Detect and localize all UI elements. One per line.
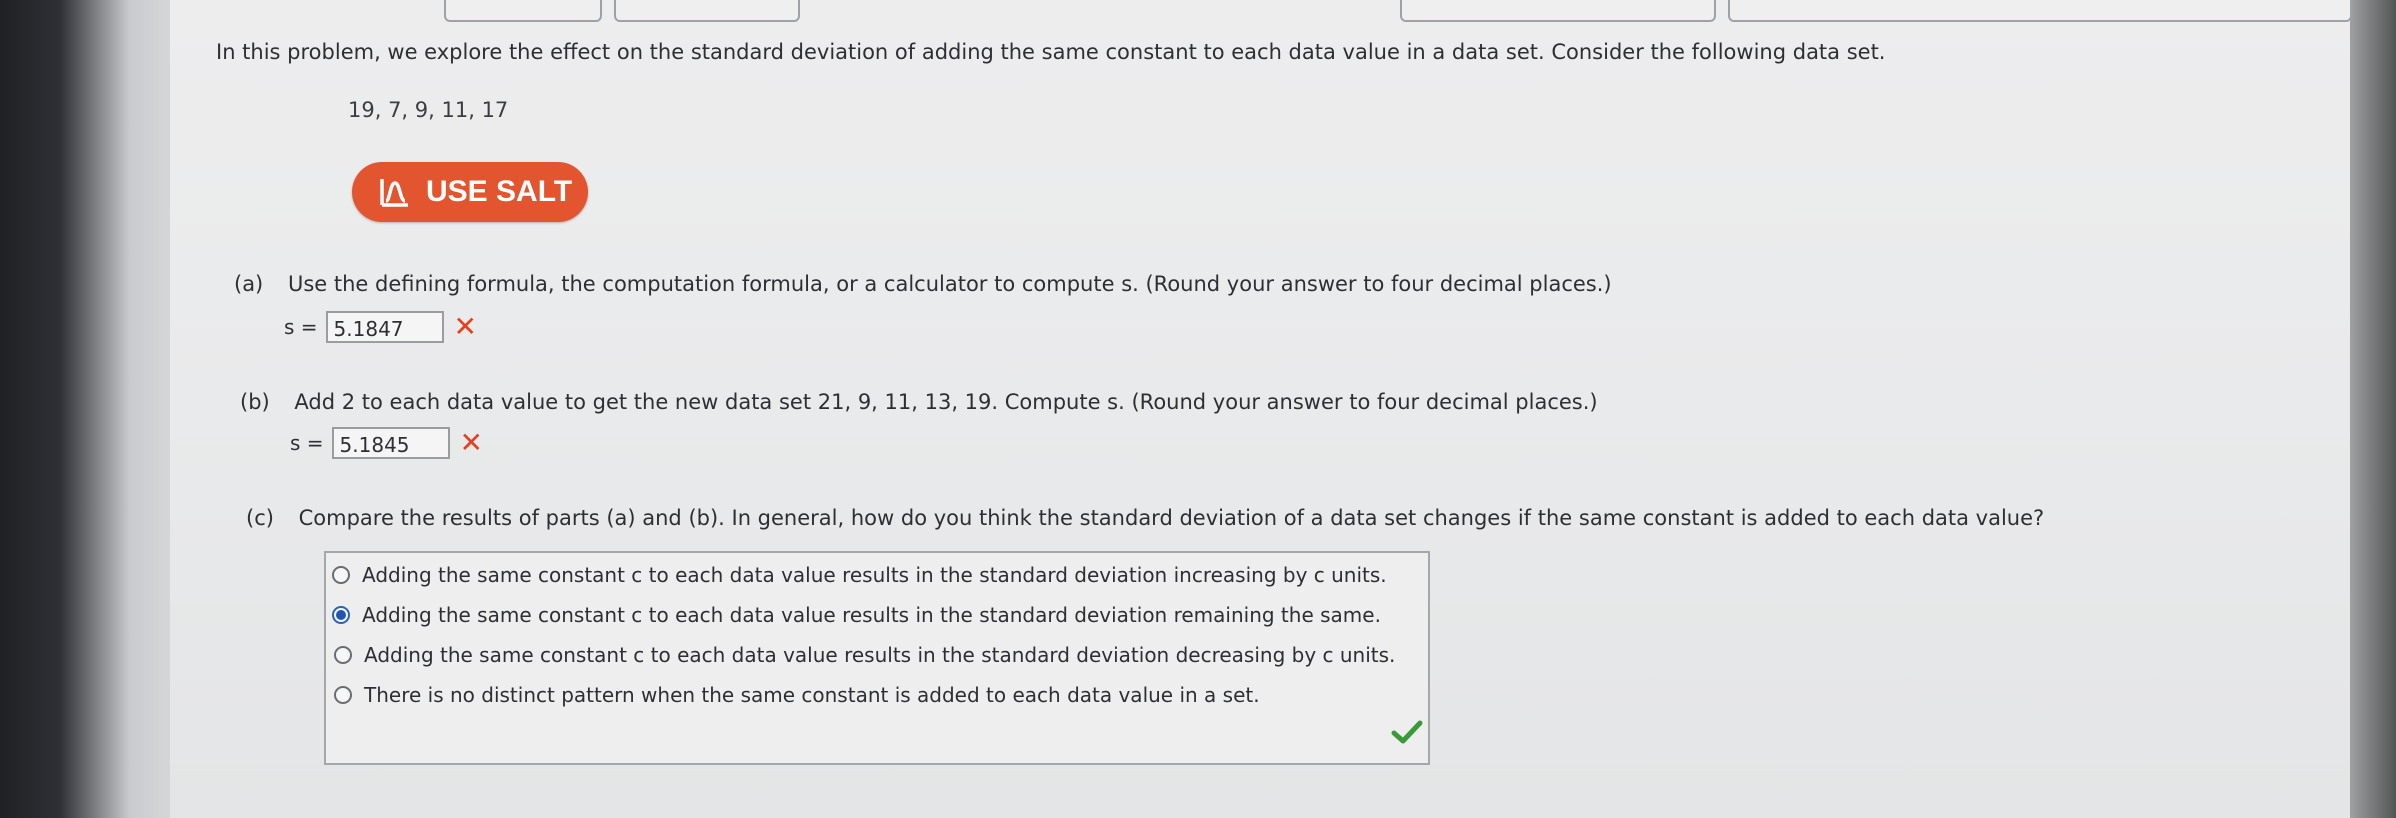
choice-4-label: There is no distinct pattern when the same constant is added to each data value in a set. xyxy=(364,683,1260,707)
part-b-answer-row xyxy=(290,426,483,459)
part-a-var: s = xyxy=(284,314,318,339)
choice-1[interactable] xyxy=(326,563,1387,587)
choice-3[interactable] xyxy=(326,643,1395,667)
top-tab-1[interactable] xyxy=(444,0,602,22)
salt-chart-icon xyxy=(378,175,412,209)
part-b-text: Add 2 to each data value to get the new data set 21, 9, 11, 13, 19. Compute s. (Round your answer to four decimal places.) xyxy=(294,390,1598,414)
radio-4[interactable] xyxy=(334,686,352,704)
part-a-label: (a) xyxy=(234,272,264,296)
choice-3-label: Adding the same constant c to each data value results in the standard deviation decreasing by c units. xyxy=(364,643,1396,667)
choice-2-label: Adding the same constant c to each data value results in the standard deviation remaining the same. xyxy=(362,603,1381,627)
intro-text: In this problem, we explore the effect on the standard deviation of adding the same constant to each data value in a data set. Consider the following data set. xyxy=(216,40,1886,64)
part-b-label: (b) xyxy=(240,390,270,414)
use-salt-button[interactable] xyxy=(352,162,588,222)
x-mark-icon: ✕ xyxy=(453,310,478,343)
part-b-answer-input[interactable]: 5.1845 xyxy=(332,427,450,459)
top-tab-2[interactable] xyxy=(614,0,800,22)
choice-1-label: Adding the same constant c to each data value results in the standard deviation increasing by c units. xyxy=(362,563,1387,587)
x-mark-icon: ✕ xyxy=(459,426,484,459)
part-b-var: s = xyxy=(290,430,324,455)
top-tabs xyxy=(0,0,2396,20)
choice-2[interactable] xyxy=(326,603,1381,627)
radio-2[interactable] xyxy=(332,606,350,624)
top-tab-3[interactable] xyxy=(1400,0,1716,22)
radio-1[interactable] xyxy=(332,566,350,584)
top-tab-4[interactable] xyxy=(1728,0,2352,22)
radio-3[interactable] xyxy=(334,646,352,664)
data-set: 19, 7, 9, 11, 17 xyxy=(348,98,509,122)
part-a-answer-input[interactable]: 5.1847 xyxy=(326,311,444,343)
use-salt-label: USE SALT xyxy=(426,175,573,208)
part-b-question xyxy=(240,390,1598,414)
part-a-question xyxy=(234,272,1612,296)
part-c-question xyxy=(246,506,2044,530)
part-a-answer-row xyxy=(284,310,477,343)
part-a-text: Use the defining formula, the computation formula, or a calculator to compute s. (Round your answer to four decimal places.) xyxy=(287,272,1612,296)
part-c-text: Compare the results of parts (a) and (b). In general, how do you think the standard deviation of a data set changes if the same constant is added to each data value? xyxy=(298,506,2045,530)
checkmark-icon xyxy=(1390,717,1424,747)
answer-choices-box xyxy=(324,551,1430,765)
choice-4[interactable] xyxy=(326,683,1260,707)
part-c-label: (c) xyxy=(246,506,274,530)
